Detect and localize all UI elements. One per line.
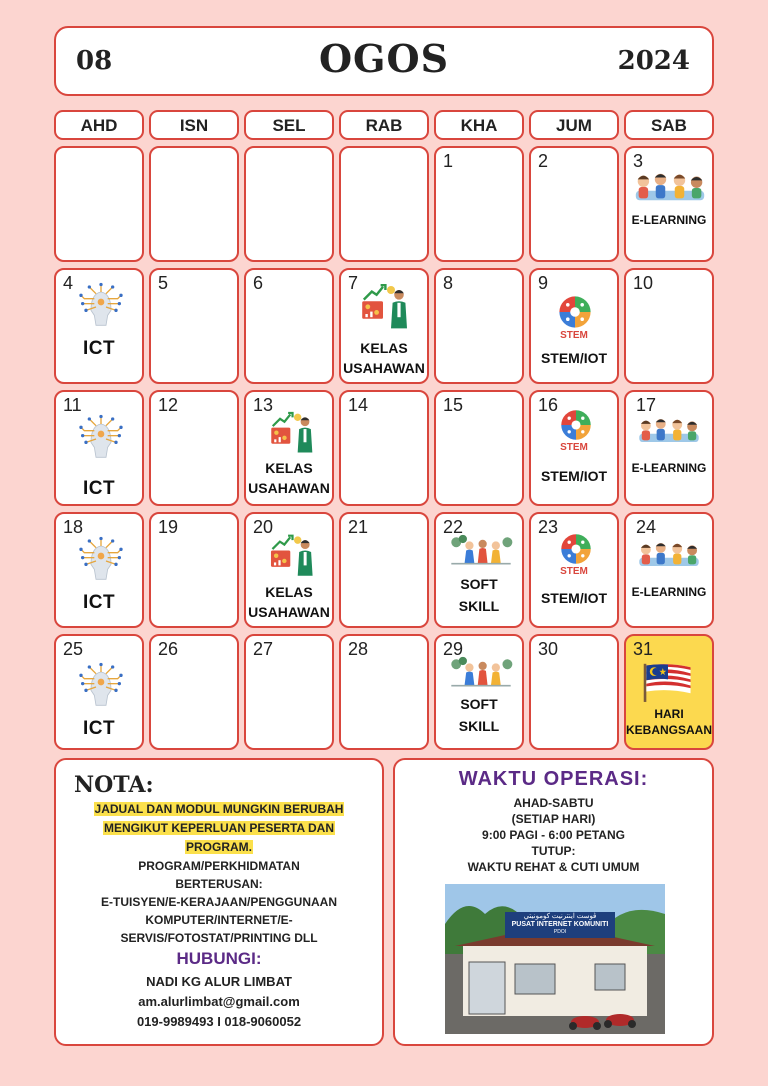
business-icon	[359, 282, 415, 330]
day-cell-1	[434, 146, 524, 262]
weekday-kha: KHA	[434, 110, 524, 140]
hours-line: AHAD-SABTU	[513, 796, 594, 810]
operating-hours-title: WAKTU OPERASI:	[458, 768, 649, 790]
day-number: 31	[633, 639, 654, 659]
event-label: SKILL	[458, 718, 500, 734]
weekday-ahd: AHD	[54, 110, 144, 140]
month-number: 08	[76, 46, 113, 76]
day-number: 9	[538, 273, 549, 293]
day-number: 4	[63, 273, 74, 293]
day-number: 19	[158, 517, 179, 537]
event-label: STEM/IOT	[540, 590, 608, 606]
ict-icon	[76, 662, 126, 712]
event-label: USAHAWAN	[343, 360, 425, 376]
weekday-rab: RAB	[339, 110, 429, 140]
ict-icon	[76, 414, 126, 464]
day-cell-empty	[244, 146, 334, 262]
event-label: SOFT	[460, 576, 498, 592]
ict-icon	[76, 282, 126, 332]
event-label: USAHAWAN	[248, 480, 330, 496]
event-label: E-LEARNING	[631, 461, 707, 475]
day-cell-8	[434, 268, 524, 384]
event-label: STEM/IOT	[540, 468, 608, 484]
day-cell-31	[624, 634, 714, 750]
day-cell-14	[339, 390, 429, 506]
day-cell-21	[339, 512, 429, 628]
stem-logo-text: STEM	[560, 566, 588, 577]
sign-small-text: PDOI	[553, 929, 567, 935]
notes-line: KOMPUTER/INTERNET/E-	[145, 913, 293, 927]
day-cell-29	[434, 634, 524, 750]
day-number: 24	[636, 517, 657, 537]
day-cell-30	[529, 634, 619, 750]
notes-line: SERVIS/FOTOSTAT/PRINTING DLL	[120, 931, 318, 945]
ict-icon	[76, 536, 126, 586]
weekday-isn: ISN	[149, 110, 239, 140]
day-number: 16	[538, 395, 559, 415]
malaysia-flag-icon	[642, 662, 694, 702]
day-cell-empty	[149, 146, 239, 262]
weekday-sel: SEL	[244, 110, 334, 140]
day-number: 22	[443, 517, 464, 537]
day-number: 13	[253, 395, 274, 415]
notes-line: PROGRAM/PERKHIDMATAN	[138, 859, 300, 873]
day-cell-3	[624, 146, 714, 262]
stem-icon	[559, 408, 593, 442]
day-number: 30	[538, 639, 559, 659]
operating-hours-panel	[393, 758, 714, 1046]
event-label: SKILL	[458, 598, 500, 614]
event-label: ICT	[82, 478, 116, 499]
day-cell-13	[244, 390, 334, 506]
event-label: ICT	[82, 592, 116, 613]
sign-arabic: ڤوست اينترنيت كومونيتي	[523, 913, 597, 920]
event-label: KEBANGSAAN	[626, 723, 713, 737]
e-learning-icon	[636, 414, 702, 447]
day-number: 18	[63, 517, 84, 537]
day-number: 20	[253, 517, 274, 537]
event-label: HARI	[654, 707, 684, 721]
day-cell-25	[54, 634, 144, 750]
day-number: 27	[253, 639, 274, 659]
stem-icon	[559, 532, 593, 566]
day-cell-20	[244, 512, 334, 628]
business-icon	[268, 410, 320, 454]
day-cell-5	[149, 268, 239, 384]
e-learning-icon	[636, 538, 702, 571]
hours-line: WAKTU REHAT & CUTI UMUM	[467, 860, 640, 874]
day-cell-18	[54, 512, 144, 628]
notes-line: E-TUISYEN/E-KERAJAAN/PENGGUNAAN	[100, 895, 338, 909]
day-cell-22	[434, 512, 524, 628]
weekday-jum: JUM	[529, 110, 619, 140]
day-cell-12	[149, 390, 239, 506]
contact-phone[interactable]: 019-9989493 I 018-9060052	[136, 1014, 302, 1029]
day-number: 3	[633, 151, 644, 171]
day-number: 15	[443, 395, 464, 415]
event-label: STEM/IOT	[540, 350, 608, 366]
stem-icon	[557, 294, 593, 330]
day-number: 23	[538, 517, 559, 537]
notes-warning: MENGIKUT KEPERLUAN PESERTA DAN	[103, 821, 334, 835]
day-cell-26	[149, 634, 239, 750]
building-photo	[445, 884, 665, 1034]
soft-skill-icon	[448, 656, 514, 689]
day-cell-10	[624, 268, 714, 384]
day-cell-15	[434, 390, 524, 506]
building-illustration	[445, 884, 665, 1034]
day-number: 17	[636, 395, 657, 415]
hours-line: (SETIAP HARI)	[511, 812, 596, 826]
day-number: 25	[63, 639, 84, 659]
event-label: E-LEARNING	[631, 585, 707, 599]
notes-title: NOTA:	[74, 772, 154, 798]
notes-panel	[54, 758, 384, 1046]
day-cell-empty	[54, 146, 144, 262]
business-icon	[268, 532, 320, 578]
day-cell-9	[529, 268, 619, 384]
day-number: 11	[63, 395, 82, 415]
calendar-header	[54, 26, 714, 96]
day-number: 28	[348, 639, 369, 659]
hours-line: 9:00 PAGI - 6:00 PETANG	[482, 828, 625, 842]
month-title: OGOS	[318, 36, 450, 81]
notes-warning: PROGRAM.	[186, 840, 252, 854]
weekday-sab: SAB	[624, 110, 714, 140]
stem-logo-text: STEM	[560, 442, 588, 453]
stem-logo-text: STEM	[560, 330, 588, 341]
day-number: 26	[158, 639, 179, 659]
day-number: 7	[348, 273, 359, 293]
event-label: USAHAWAN	[248, 604, 330, 620]
day-number: 2	[538, 151, 549, 171]
e-learning-icon	[632, 168, 708, 206]
day-cell-11	[54, 390, 144, 506]
day-number: 6	[253, 273, 264, 293]
event-label: SOFT	[460, 696, 498, 712]
day-cell-7	[339, 268, 429, 384]
contact-email[interactable]: am.alurlimbat@gmail.com	[138, 994, 300, 1009]
event-label: ICT	[82, 718, 116, 739]
day-cell-24	[624, 512, 714, 628]
day-cell-23	[529, 512, 619, 628]
day-cell-17	[624, 390, 714, 506]
day-cell-6	[244, 268, 334, 384]
day-cell-empty	[339, 146, 429, 262]
sign-text: PUSAT INTERNET KOMUNITI	[511, 921, 609, 928]
day-number: 10	[633, 273, 654, 293]
day-cell-28	[339, 634, 429, 750]
day-number: 8	[443, 273, 454, 293]
notes-line: BERTERUSAN:	[175, 877, 263, 891]
day-number: 1	[443, 151, 454, 171]
day-number: 14	[348, 395, 369, 415]
day-cell-4	[54, 268, 144, 384]
day-cell-16	[529, 390, 619, 506]
hours-line: TUTUP:	[531, 844, 576, 858]
event-label: KELAS	[360, 340, 408, 356]
event-label: KELAS	[265, 460, 313, 476]
day-number: 29	[443, 639, 464, 659]
contact-title: HUBUNGI:	[176, 949, 262, 968]
contact-name: NADI KG ALUR LIMBAT	[146, 974, 292, 989]
day-number: 12	[158, 395, 179, 415]
event-label: E-LEARNING	[631, 213, 707, 227]
day-cell-27	[244, 634, 334, 750]
event-label: KELAS	[265, 584, 313, 600]
day-number: 21	[348, 517, 369, 537]
year: 2024	[617, 46, 690, 76]
day-cell-2	[529, 146, 619, 262]
day-cell-19	[149, 512, 239, 628]
event-label: ICT	[82, 338, 116, 359]
soft-skill-icon	[448, 534, 514, 567]
notes-warning: JADUAL DAN MODUL MUNGKIN BERUBAH	[94, 802, 344, 816]
day-number: 5	[158, 273, 169, 293]
